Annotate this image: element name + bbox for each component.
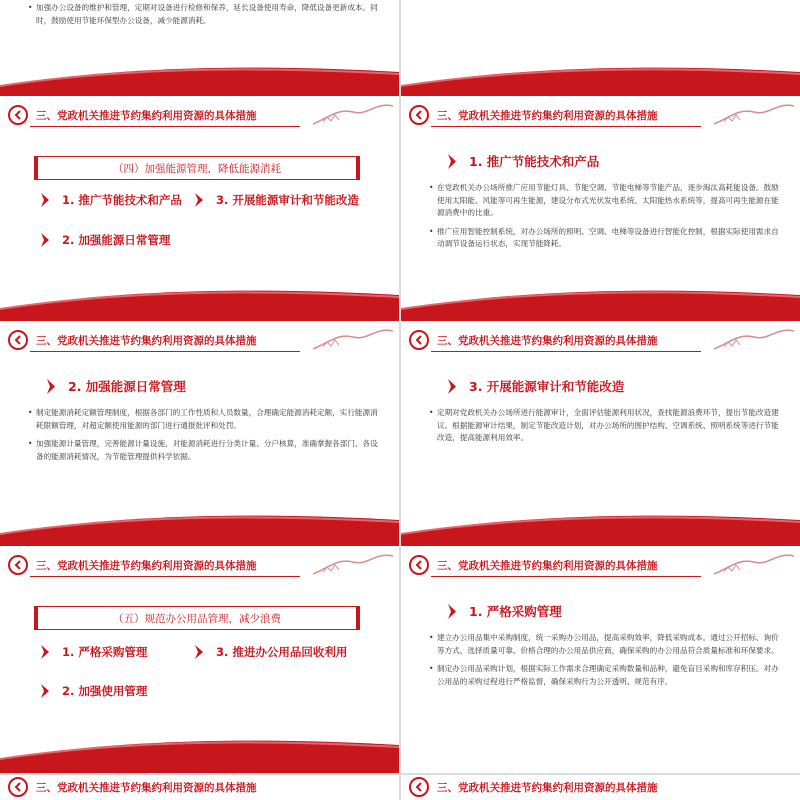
- section-title-box: （四）加强能源管理，降低能源消耗: [34, 156, 360, 180]
- header-divider: [431, 351, 701, 352]
- chevron-left-icon: [13, 335, 23, 345]
- header-title: 三、党政机关推进节约集约利用资源的具体措施: [36, 782, 257, 794]
- chevron-left-icon: [414, 110, 424, 120]
- header-title: 三、党政机关推进节约集约利用资源的具体措施: [437, 110, 658, 122]
- menu-item-tech[interactable]: [40, 192, 182, 208]
- great-wall-icon: [313, 98, 393, 128]
- back-button[interactable]: [8, 777, 28, 797]
- header-title: 三、党政机关推进节约集约利用资源的具体措施: [437, 335, 658, 347]
- slide-header: [0, 96, 399, 130]
- chevron-right-icon: [40, 233, 50, 247]
- slide-daily: [0, 321, 399, 548]
- great-wall-icon: [714, 548, 794, 578]
- item-label: 1. 严格采购管理: [62, 645, 148, 659]
- slide-blank-top: [401, 0, 800, 98]
- chevron-right-icon: [447, 379, 457, 394]
- header-title: 三、党政机关推进节约集约利用资源的具体措施: [437, 782, 658, 794]
- slide-header: [401, 96, 800, 130]
- slide-header: [0, 321, 399, 355]
- great-wall-icon: [714, 98, 794, 128]
- bullet-text: • 加强能源计量管理，完善能源计量设施，对能源消耗进行分类计量、分户核算，准确掌握各部门、各设备的能源消耗情况，为节能管理提供科学依据。: [28, 438, 378, 463]
- chevron-left-icon: [13, 782, 23, 792]
- bullet-text: • 在党政机关办公场所推广应用节能灯具、节能空调、节能电梯等节能产品，逐步淘汰高耗能设备。鼓励使用太阳能、风能等可再生能源，建设分布式光伏发电系统、太阳能热水系统等，提高可再生能源在能源消费中的比重。: [429, 182, 779, 220]
- header-title: 三、党政机关推进节约集约利用资源的具体措施: [36, 110, 257, 122]
- red-wave-decoration: [0, 733, 399, 773]
- bullet-list: [429, 182, 779, 257]
- back-button[interactable]: [409, 105, 429, 125]
- slide-maintenance: [0, 0, 399, 98]
- slide-procure: [401, 546, 800, 773]
- slide-header: [401, 546, 800, 580]
- chevron-right-icon: [194, 645, 204, 659]
- chevron-right-icon: [447, 604, 457, 619]
- chevron-left-icon: [414, 335, 424, 345]
- slide-header: [0, 546, 399, 580]
- red-wave-decoration: [0, 58, 399, 98]
- header-divider: [431, 126, 701, 127]
- slide-next-left: [0, 775, 399, 800]
- great-wall-icon: [313, 323, 393, 353]
- menu-item-recycle[interactable]: [194, 644, 347, 660]
- header-title: 三、党政机关推进节约集约利用资源的具体措施: [36, 335, 257, 347]
- header-divider: [30, 126, 300, 127]
- red-wave-decoration: [0, 508, 399, 548]
- slide-header: [0, 775, 399, 800]
- header-title: 三、党政机关推进节约集约利用资源的具体措施: [437, 560, 658, 572]
- bullet-list: [429, 407, 779, 451]
- red-wave-decoration: [401, 508, 800, 548]
- slide-tech: [401, 96, 800, 323]
- chevron-left-icon: [13, 110, 23, 120]
- chevron-right-icon: [194, 193, 204, 207]
- slide-heading: [447, 152, 599, 170]
- red-wave-decoration: [0, 283, 399, 323]
- back-button[interactable]: [8, 555, 28, 575]
- chevron-right-icon: [40, 193, 50, 207]
- item-label: 3. 推进办公用品回收利用: [216, 645, 348, 659]
- chevron-right-icon: [40, 645, 50, 659]
- chevron-right-icon: [40, 684, 50, 698]
- slide-heading: [447, 602, 562, 620]
- back-button[interactable]: [409, 777, 429, 797]
- slide-header: [401, 775, 800, 800]
- menu-item-usage[interactable]: [40, 683, 147, 699]
- header-divider: [30, 351, 300, 352]
- back-button[interactable]: [8, 330, 28, 350]
- slide-supplies-overview: [0, 546, 399, 773]
- menu-item-audit[interactable]: [194, 192, 359, 208]
- great-wall-icon: [714, 323, 794, 353]
- heading-label: 2. 加强能源日常管理: [68, 379, 186, 394]
- slide-next-right: [401, 775, 800, 800]
- slide-audit: [401, 321, 800, 548]
- bullet-list: [28, 407, 378, 469]
- slide-heading: [46, 377, 186, 395]
- bullet-text: • 建立办公用品集中采购制度，统一采购办公用品，提高采购效率，降低采购成本。通过公开招标、询价等方式，选择质量可靠、价格合理的办公用品供应商，确保采购的办公用品符合质量标准和环保要求。: [429, 632, 779, 657]
- great-wall-icon: [313, 548, 393, 578]
- header-title: 三、党政机关推进节约集约利用资源的具体措施: [36, 560, 257, 572]
- bullet-text: • 定期对党政机关办公场所进行能源审计，全面评估能源利用状况，查找能源浪费环节，提出节能改造建议。根据能源审计结果，制定节能改造计划，对办公场所的围护结构、空调系统、照明系统等进行节能改造，提高能源利用效率。: [429, 407, 779, 445]
- item-label: 1. 推广节能技术和产品: [62, 193, 182, 207]
- bullet-list: [429, 632, 779, 694]
- chevron-left-icon: [414, 782, 424, 792]
- chevron-right-icon: [46, 379, 56, 394]
- bullet-text: • 制定能源消耗定额管理制度，根据各部门的工作性质和人员数量，合理确定能源消耗定额，实行能源消耗限额管理，对超定额使用能源的部门进行通报批评和处罚。: [28, 407, 378, 432]
- heading-label: 1. 严格采购管理: [469, 604, 562, 619]
- back-button[interactable]: [409, 555, 429, 575]
- heading-label: 1. 推广节能技术和产品: [469, 154, 600, 169]
- menu-item-procure[interactable]: [40, 644, 147, 660]
- chevron-right-icon: [447, 154, 457, 169]
- item-label: 2. 加强能源日常管理: [62, 233, 171, 247]
- header-divider: [431, 576, 701, 577]
- chevron-left-icon: [13, 560, 23, 570]
- item-label: 3. 开展能源审计和节能改造: [216, 193, 359, 207]
- bullet-text: • 制定办公用品采购计划，根据实际工作需求合理确定采购数量和品种，避免盲目采购和库存积压。对办公用品的采购过程进行严格监督，确保采购行为公开透明、规范有序。: [429, 663, 779, 688]
- header-divider: [30, 576, 300, 577]
- slide-energy-overview: [0, 96, 399, 323]
- slide-header: [401, 321, 800, 355]
- bullet-text: • 推广应用智能控制系统，对办公场所的照明、空调、电梯等设备进行智能化控制，根据实际使用需求自动调节设备运行状态，实现节能降耗。: [429, 226, 779, 251]
- back-button[interactable]: [8, 105, 28, 125]
- heading-label: 3. 开展能源审计和节能改造: [469, 379, 625, 394]
- red-wave-decoration: [401, 283, 800, 323]
- section-title-box: （五）规范办公用品管理，减少浪费: [34, 606, 360, 630]
- chevron-left-icon: [414, 560, 424, 570]
- bullet-text: • 加强办公设备的维护和管理，定期对设备进行检修和保养，延长设备使用寿命，降低设备更新成本。同时，鼓励使用节能环保型办公设备，减少能源消耗。: [28, 2, 378, 27]
- back-button[interactable]: [409, 330, 429, 350]
- menu-item-daily[interactable]: [40, 232, 170, 248]
- slide-heading: [447, 377, 624, 395]
- item-label: 2. 加强使用管理: [62, 684, 148, 698]
- red-wave-decoration: [401, 58, 800, 98]
